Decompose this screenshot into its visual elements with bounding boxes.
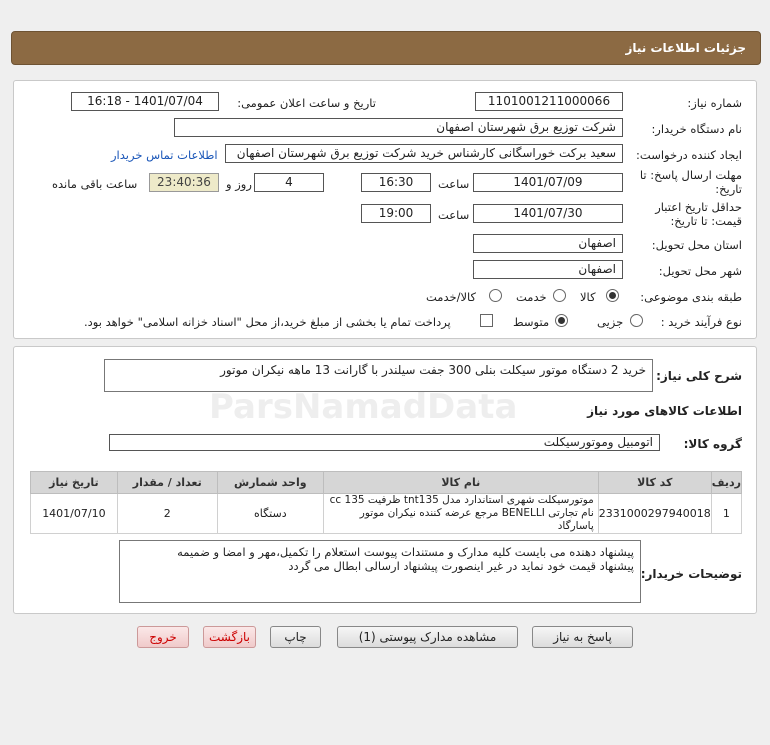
reply-button[interactable]: پاسخ به نیاز bbox=[532, 626, 633, 648]
goods-info-title: اطلاعات کالاهای مورد نیاز bbox=[587, 404, 742, 418]
category-radio-service[interactable] bbox=[553, 289, 566, 302]
page-header bbox=[11, 31, 761, 65]
province-label: استان محل تحویل: bbox=[651, 238, 742, 252]
goods-table bbox=[30, 471, 742, 534]
remaining-label: ساعت باقی مانده bbox=[52, 177, 138, 191]
treasury-payment-checkbox[interactable] bbox=[480, 314, 493, 327]
contact-buyer-link[interactable]: اطلاعات تماس خریدار bbox=[111, 148, 218, 162]
province-field: اصفهان bbox=[473, 234, 623, 253]
details-panel bbox=[13, 346, 757, 614]
need-number-label: شماره نیاز: bbox=[687, 96, 742, 110]
process-label: نوع فرآیند خرید : bbox=[660, 315, 742, 329]
validity-label-date: قیمت: تا تاریخ: bbox=[670, 214, 742, 228]
print-button[interactable]: چاپ bbox=[270, 626, 321, 648]
summary-label: شرح کلی نیاز: bbox=[656, 369, 742, 383]
city-label: شهر محل تحویل: bbox=[658, 264, 742, 278]
buyer-notes-box bbox=[119, 540, 641, 603]
days-remaining-field: 4 bbox=[254, 173, 324, 192]
buyer-org-field: شرکت توزیع برق شهرستان اصفهان bbox=[174, 118, 623, 137]
category-radio-goods-service[interactable] bbox=[489, 289, 502, 302]
cell-name-line2: نام تجارتی BENELLI مرجع عرضه کننده نیکران موتور پاسارگاد bbox=[359, 507, 594, 532]
category-option-service: خدمت bbox=[516, 290, 547, 304]
need-info-panel bbox=[13, 80, 757, 339]
buyer-notes-line2: پیشنهاد قیمت خود نماید در غیر اینصورت پیشنهاد ارسالی ابطال می گردد bbox=[288, 559, 634, 573]
page-title: جزئیات اطلاعات نیاز bbox=[625, 41, 746, 55]
goods-table-header bbox=[31, 472, 742, 494]
watermark-brand: ParsNamadData bbox=[209, 387, 518, 427]
exit-button[interactable]: خروج bbox=[137, 626, 189, 648]
category-radio-goods[interactable] bbox=[606, 289, 619, 302]
cell-unit: دستگاه bbox=[217, 494, 323, 534]
buyer-notes-line1: پیشنهاد دهنده می بایست کلیه مدارک و مستندات پیوست استعلام را تکمیل،مهر و امضا و ضمیمه bbox=[177, 545, 634, 559]
process-option-minor: جزیی bbox=[597, 315, 624, 329]
deadline-time-field: 16:30 bbox=[361, 173, 431, 192]
cell-name-line1: موتورسیکلت شهری استاندارد مدل tnt135 ظرفیت 135 cc bbox=[329, 494, 594, 506]
category-option-goods: کالا bbox=[580, 290, 596, 304]
summary-field: خرید 2 دستگاه موتور سیکلت بنلی 300 جفت سیلندر با گارانت 13 ماهه نیکران موتور bbox=[104, 359, 653, 392]
col-name: نام کالا bbox=[323, 472, 598, 494]
col-unit: واحد شمارش bbox=[217, 472, 323, 494]
process-radio-medium[interactable] bbox=[555, 314, 568, 327]
deadline-label: مهلت ارسال پاسخ: تا bbox=[639, 168, 742, 182]
creator-field: سعید برکت خوراسگانی کارشناس خرید شرکت توزیع برق شهرستان اصفهان bbox=[225, 144, 623, 163]
buyer-org-label: نام دستگاه خریدار: bbox=[651, 122, 742, 136]
deadline-label-date: تاریخ: bbox=[715, 182, 742, 196]
treasury-payment-note: پرداخت تمام یا بخشی از مبلغ خرید،از محل "اسناد خزانه اسلامی" خواهد بود. bbox=[84, 315, 451, 329]
table-row bbox=[31, 494, 742, 534]
view-attachments-button[interactable]: مشاهده مدارک پیوستی (1) bbox=[337, 626, 518, 648]
days-label: روز و bbox=[226, 177, 252, 191]
col-row: ردیف bbox=[711, 472, 741, 494]
remaining-time-field: 23:40:36 bbox=[149, 173, 219, 192]
cell-qty: 2 bbox=[117, 494, 217, 534]
buyer-notes-label: توضیحات خریدار: bbox=[640, 567, 742, 581]
validity-time-field: 19:00 bbox=[361, 204, 431, 223]
validity-label: حداقل تاریخ اعتبار bbox=[655, 200, 742, 214]
cell-code: 2331000297940018 bbox=[598, 494, 711, 534]
cell-date: 1401/07/10 bbox=[31, 494, 118, 534]
deadline-time-label: ساعت bbox=[438, 177, 470, 191]
cell-row: 1 bbox=[711, 494, 741, 534]
process-option-medium: متوسط bbox=[513, 315, 550, 329]
validity-time-label: ساعت bbox=[438, 208, 470, 222]
back-button[interactable]: بازگشت bbox=[203, 626, 256, 648]
process-radio-minor[interactable] bbox=[630, 314, 643, 327]
goods-group-label: گروه کالا: bbox=[683, 437, 742, 451]
col-qty: تعداد / مقدار bbox=[117, 472, 217, 494]
announce-field: 1401/07/04 - 16:18 bbox=[71, 92, 219, 111]
city-field: اصفهان bbox=[473, 260, 623, 279]
announce-label: تاریخ و ساعت اعلان عمومی: bbox=[237, 96, 376, 110]
col-code: کد کالا bbox=[598, 472, 711, 494]
creator-label: ایجاد کننده درخواست: bbox=[636, 148, 742, 162]
col-date: تاریخ نیاز bbox=[31, 472, 118, 494]
deadline-date-field: 1401/07/09 bbox=[473, 173, 623, 192]
category-label: طبقه بندی موضوعی: bbox=[640, 290, 742, 304]
goods-group-field: اتومبیل وموتورسیکلت bbox=[109, 434, 660, 451]
cell-name bbox=[323, 494, 598, 534]
need-number-field: 1101001211000066 bbox=[475, 92, 623, 111]
category-option-goods-service: کالا/خدمت bbox=[426, 290, 477, 304]
validity-date-field: 1401/07/30 bbox=[473, 204, 623, 223]
